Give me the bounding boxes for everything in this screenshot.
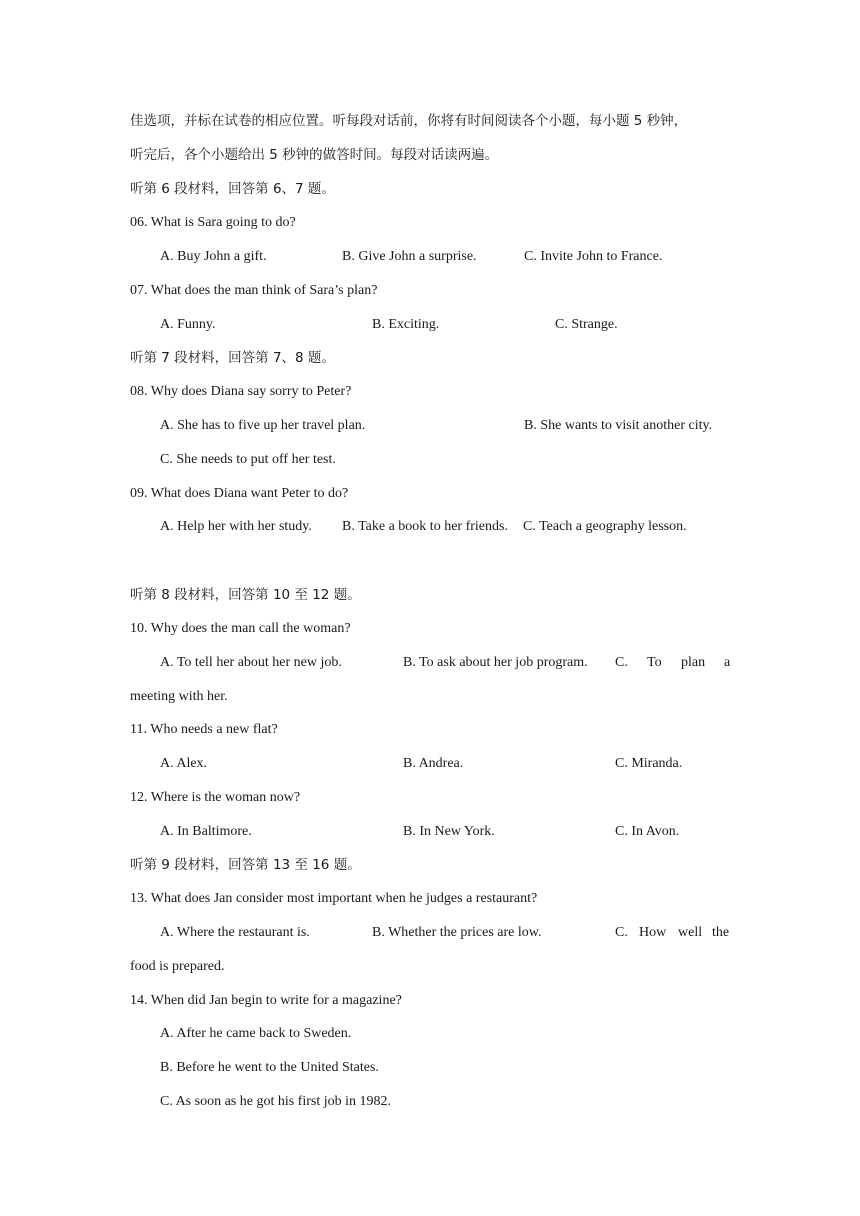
section-8-header: 听第 8 段材料，回答第 10 至 12 题。 xyxy=(130,587,361,603)
section-9-header: 听第 9 段材料，回答第 13 至 16 题。 xyxy=(130,857,361,873)
question-10-option-c-part-2: To xyxy=(647,655,662,670)
instructions-line-1: 佳选项，并标在试卷的相应位置。听每段对话前，你将有时间阅读各个小题，每小题 5 秒钟， xyxy=(130,113,688,129)
question-10-option-a: A. To tell her about her new job. xyxy=(160,655,342,670)
question-10-option-c-continuation: meeting with her. xyxy=(130,689,228,704)
question-10-option-c-part-3: plan xyxy=(681,655,706,670)
question-13-option-c-part-2: How xyxy=(639,925,667,940)
instructions-line-2: 听完后，各个小题给出 5 秒钟的做答时间。每段对话读两遍。 xyxy=(130,147,499,163)
question-08-option-a: A. She has to five up her travel plan. xyxy=(160,418,366,433)
question-10-stem: 10. Why does the man call the woman? xyxy=(130,621,351,636)
question-10-option-c-part-1: C. xyxy=(615,655,628,670)
question-07-stem: 07. What does the man think of Sara’s plan? xyxy=(130,283,378,298)
question-06-option-b: B. Give John a surprise. xyxy=(342,249,477,264)
question-13-option-c-part-1: C. xyxy=(615,925,628,940)
question-06-option-c: C. Invite John to France. xyxy=(524,249,663,264)
question-11-option-c: C. Miranda. xyxy=(615,756,683,771)
question-14-option-b: B. Before he went to the United States. xyxy=(160,1060,379,1075)
question-09-stem: 09. What does Diana want Peter to do? xyxy=(130,486,349,501)
question-13-option-a: A. Where the restaurant is. xyxy=(160,925,310,940)
question-14-stem: 14. When did Jan begin to write for a magazine? xyxy=(130,993,402,1008)
question-11-option-a: A. Alex. xyxy=(160,756,208,771)
section-6-header: 听第 6 段材料，回答第 6、7 题。 xyxy=(130,181,335,197)
question-08-option-c: C. She needs to put off her test. xyxy=(160,452,336,467)
question-06-option-a: A. Buy John a gift. xyxy=(160,249,267,264)
question-07-option-b: B. Exciting. xyxy=(372,317,440,332)
question-08-option-b: B. She wants to visit another city. xyxy=(524,418,713,433)
question-11-option-b: B. Andrea. xyxy=(403,756,464,771)
question-12-option-a: A. In Baltimore. xyxy=(160,824,252,839)
question-12-option-c: C. In Avon. xyxy=(615,824,680,839)
question-11-stem: 11. Who needs a new flat? xyxy=(130,722,278,737)
question-09-option-c: C. Teach a geography lesson. xyxy=(523,519,687,534)
question-14-option-c: C. As soon as he got his first job in 1982. xyxy=(160,1094,392,1109)
question-13-option-c-part-4: the xyxy=(712,925,730,940)
question-09-option-a: A. Help her with her study. xyxy=(160,519,312,534)
question-13-option-c-part-3: well xyxy=(678,925,703,940)
question-07-option-c: C. Strange. xyxy=(555,317,618,332)
section-7-header: 听第 7 段材料，回答第 7、8 题。 xyxy=(130,350,335,366)
question-10-option-c-part-4: a xyxy=(724,655,731,670)
question-12-option-b: B. In New York. xyxy=(403,824,495,839)
question-09-option-b: B. Take a book to her friends. xyxy=(342,519,508,534)
question-07-option-a: A. Funny. xyxy=(160,317,216,332)
question-08-stem: 08. Why does Diana say sorry to Peter? xyxy=(130,384,352,399)
question-14-option-a: A. After he came back to Sweden. xyxy=(160,1026,352,1041)
question-13-stem: 13. What does Jan consider most important when he judges a restaurant? xyxy=(130,891,538,906)
question-06-stem: 06. What is Sara going to do? xyxy=(130,215,296,230)
question-12-stem: 12. Where is the woman now? xyxy=(130,790,301,805)
question-13-option-b: B. Whether the prices are low. xyxy=(372,925,542,940)
question-10-option-b: B. To ask about her job program. xyxy=(403,655,588,670)
question-13-option-c-continuation: food is prepared. xyxy=(130,959,225,974)
